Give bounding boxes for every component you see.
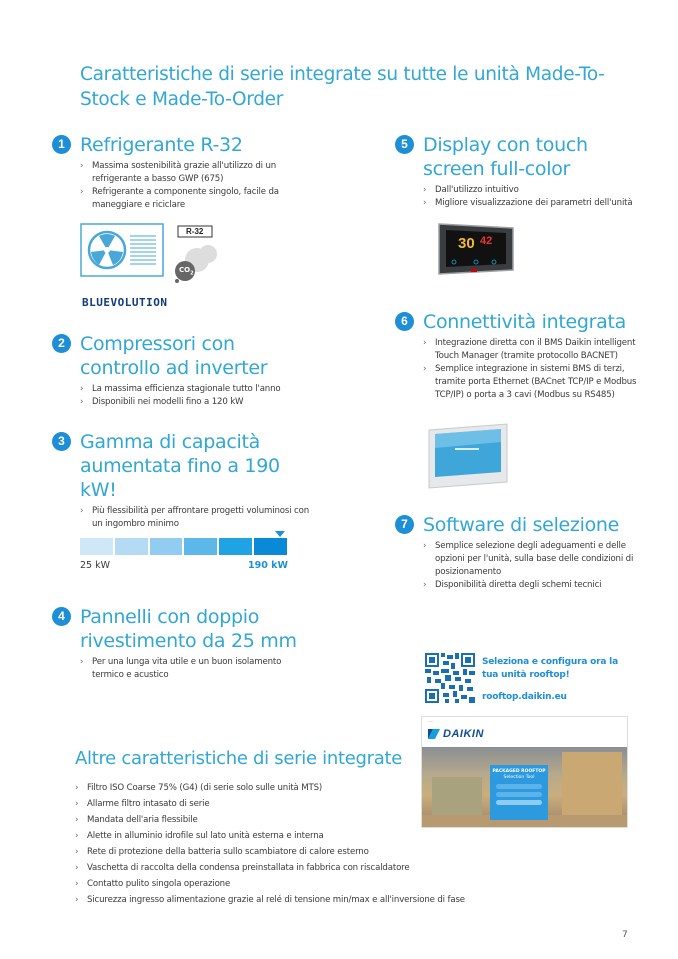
list-item: › Contatto pulito singola operazione [75,876,465,892]
rooftop-link[interactable]: rooftop.daikin.eu [482,692,567,702]
capacity-segment [115,538,148,555]
display-temp-2: 42 [480,235,493,247]
bullet-item: › Semplice selezione degli adeguamenti e delle opzioni per l'unità, sulla base delle condizioni di posizionamento [423,540,645,579]
capacity-segment [184,538,217,555]
section-title: Refrigerante R-32 [80,134,243,156]
capacity-max-label: 190 kW [248,560,288,571]
bullet-item: › La massima efficienza stagionale tutto l'anno [80,383,310,396]
list-item: › Allarme filtro intasato di serie [75,796,465,812]
login-title: PACKAGED ROOFTOP Selection Tool [492,769,546,780]
touch-display-image [436,220,516,276]
breadcrumb-tiny: ····· [427,719,434,724]
login-button[interactable] [496,800,542,805]
list-item: › Vaschetta di raccolta della condensa preinstallata in fabbrica con riscaldatore [75,860,465,876]
login-dialog [490,765,548,820]
capacity-marker-icon [275,531,285,537]
qr-code[interactable] [425,653,475,703]
bullet-item: › Massima sostenibilità grazie all'utilizzo di un refrigerante a basso GWP (675) [80,160,290,186]
section-number-badge: 3 [52,432,71,451]
bullet-item: › Integrazione diretta con il BMS Daikin intelligent Touch Manager (tramite protocollo BACNET) [423,337,638,363]
touch-manager-image [425,422,511,492]
page-title: Caratteristiche di serie integrate su tutte le unità Made-To-Stock e Made-To-Order [80,64,605,110]
section-refrigerant [52,133,342,212]
section-panels [52,605,342,682]
section-compressors [52,332,342,409]
capacity-segment [80,538,113,555]
section-number-badge: 6 [395,312,414,331]
section-number-badge: 5 [395,135,414,154]
bullet-item: › Disponibili nei modelli fino a 120 kW [80,396,310,409]
qr-promo-text: Seleziona e configura ora la tua unità rooftop! [482,657,618,680]
other-features-title: Altre caratteristiche di serie integrate [75,748,402,769]
daikin-logo-icon [428,729,440,739]
section-capacity [52,430,342,531]
section-title: Pannelli con doppio rivestimento da 25 mm [80,606,297,652]
section-software [395,513,645,592]
page-number: 7 [622,930,628,940]
capacity-scale-bar [80,538,287,555]
section-title: Display con touch screen full-color [423,134,588,180]
bullet-item: › Migliore visualizzazione dei parametri dell'unità [423,197,648,210]
list-item: › Filtro ISO Coarse 75% (G4) (di serie solo sulle unità MTS) [75,780,465,796]
bullet-item: › Disponibilità diretta degli schemi tecnici [423,579,645,592]
bullet-item: › Dall'utilizzo intuitivo [423,184,648,197]
bluevolution-logo: BLUEVOLUTION [82,296,168,309]
bullet-item: › Refrigerante a componente singolo, facile da maneggiare e riciclare [80,186,290,212]
capacity-min-label: 25 kW [80,560,111,571]
section-number-badge: 4 [52,607,71,626]
list-item: › Rete di protezione della batteria sullo scambiatore di calore esterno [75,844,465,860]
section-connectivity [395,310,645,402]
display-temp-1: 30 [458,235,475,252]
other-features-list [75,780,465,908]
capacity-segment [254,538,287,555]
section-title: Gamma di capacità aumentata fino a 190 kW! [80,431,280,501]
password-field[interactable] [496,792,542,797]
section-title: Compressori con controllo ad inverter [80,333,268,379]
section-title: Connettività integrata [423,311,626,333]
section-display [395,133,645,210]
section-number-badge: 2 [52,334,71,353]
list-item: › Mandata dell'aria flessibile [75,812,465,828]
list-item: › Sicurezza ingresso alimentazione grazie al relé di tensione min/max e all'inversione di fase [75,892,465,908]
bullet-item: › Per una lunga vita utile e un buon isolamento termico e acustico [80,656,300,682]
list-item: › Alette in alluminio idrofile sul lato unità esterna e interna [75,828,465,844]
section-title: Software di selezione [423,514,620,536]
bullet-item: › Semplice integrazione in sistemi BMS di terzi, tramite porta Ethernet (BACnet TCP/IP e Modbus TCP/IP) o porta a 3 cavi (Modbus su RS485) [423,363,638,402]
daikin-logo: DAIKIN [428,728,484,740]
capacity-segment [219,538,252,555]
co2-label: $CO_2$ [179,266,194,277]
capacity-segment [150,538,183,555]
section-number-badge: 1 [52,135,71,154]
r32-illustration [80,222,220,312]
username-field[interactable] [496,784,542,789]
section-number-badge: 7 [395,515,414,534]
r32-label: R-32 [186,227,204,236]
bullet-item: › Più flessibilità per affrontare progetti voluminosi con un ingombro minimo [80,505,320,531]
